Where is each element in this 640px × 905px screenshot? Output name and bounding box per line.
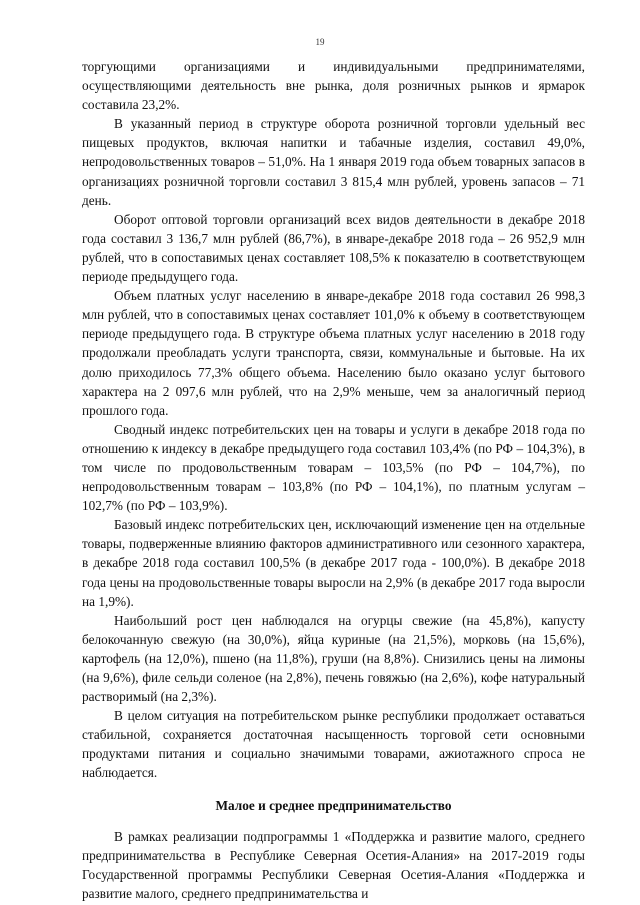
section-title: Малое и среднее предпринимательство xyxy=(215,797,452,813)
paragraph-market-summary: В целом ситуация на потребительском рынке республики продолжает оставаться стабильной, сохраняется достаточная насыщенность торговой сети основными продуктами питания и социально значимыми товарами, ажиотажного спроса не наблюдается. xyxy=(82,708,585,781)
paragraph-retail-share: торгующими организациями и индивидуальными предпринимателями, осуществляющими деятельность вне рынка, доля розничных рынков и ярмарок составила 23,2%. xyxy=(82,59,585,113)
document-body xyxy=(82,57,585,903)
page-number: 19 xyxy=(315,37,325,47)
paragraph-price-changes: Наибольший рост цен наблюдался на огурцы свежие (на 45,8%), капусту белокочанную свежую (на 30,0%), яйца куриные (на 21,5%), морковь (на 15,6%), картофель (на 12,0%), пшено (на 11,8%), груши (на 8,8%). Снизились цены на лимоны (на 9,6%), филе сельди соленое (на 2,8%), печень говяжью (на 2,6%), кофе натуральный растворимый (на 2,3%). xyxy=(82,612,585,705)
paragraph-wholesale: Оборот оптовой торговли организаций всех видов деятельности в декабре 2018 года составил 3 136,7 млн рублей (86,7%), в январе-декабре 2018 года – 26 952,9 млн рублей, что в сопоставимых ценах составляет 108,5% к показателю в соответствующем периоде предыдущего года. xyxy=(82,211,585,285)
paragraph-retail-structure: В указанный период в структуре оборота розничной торговли удельный вес пищевых продуктов, включая напитки и табачные изделия, составил 49,0%, непродовольственных товаров – 51,0%. На 1 января 2019 года объем товарных запасов в организациях розничной торговли составил 3 815,4 млн рублей, уровень запасов – 71 день. xyxy=(82,116,585,208)
paragraph-small-business: В рамках реализации подпрограммы 1 «Поддержка и развитие малого, среднего предпринимательства в Республике Северная Осетия-Алания» на 2017-2019 годы Государственной программы Республики Северная Осетия-Алания «Поддержка и развитие малого, среднего предпринимательства и xyxy=(82,828,585,901)
paragraph-paid-services: Объем платных услуг населению в январе-декабре 2018 года составил 26 998,3 млн рублей, что в сопоставимых ценах составляет 101,0% к объему в соответствующем периоде предыдущего года. В структуре объема платных услуг населению в 2018 году продолжали преобладать услуги транспорта, связи, коммунальные и бытовые. На их долю приходилось 77,3% общего объема. Населению было оказано услуг бытового характера на 2 097,6 млн рублей, что на 2,9% меньше, чем за аналогичный период прошлого года. xyxy=(82,288,585,418)
paragraph-base-price-index: Базовый индекс потребительских цен, исключающий изменение цен на отдельные товары, подверженные влиянию факторов административного или сезонного характера, в декабре 2018 года составил 100,5% (в декабре 2017 года - 100,0%). В декабре 2018 года цены на продовольственные товары выросли на 2,9% (в декабре 2017 года выросли на 1,9%). xyxy=(82,517,585,609)
paragraph-consumer-price-index: Сводный индекс потребительских цен на товары и услуги в декабре 2018 года по отношению к индексу в декабре предыдущего года составил 103,4% (по РФ – 104,3%), в том числе по продовольственным товарам – 103,5% (по РФ – 104,7%), по непродовольственным товарам – 103,8% (по РФ – 104,1%), по платным услугам – 102,7% (по РФ – 103,9%). xyxy=(82,421,585,514)
